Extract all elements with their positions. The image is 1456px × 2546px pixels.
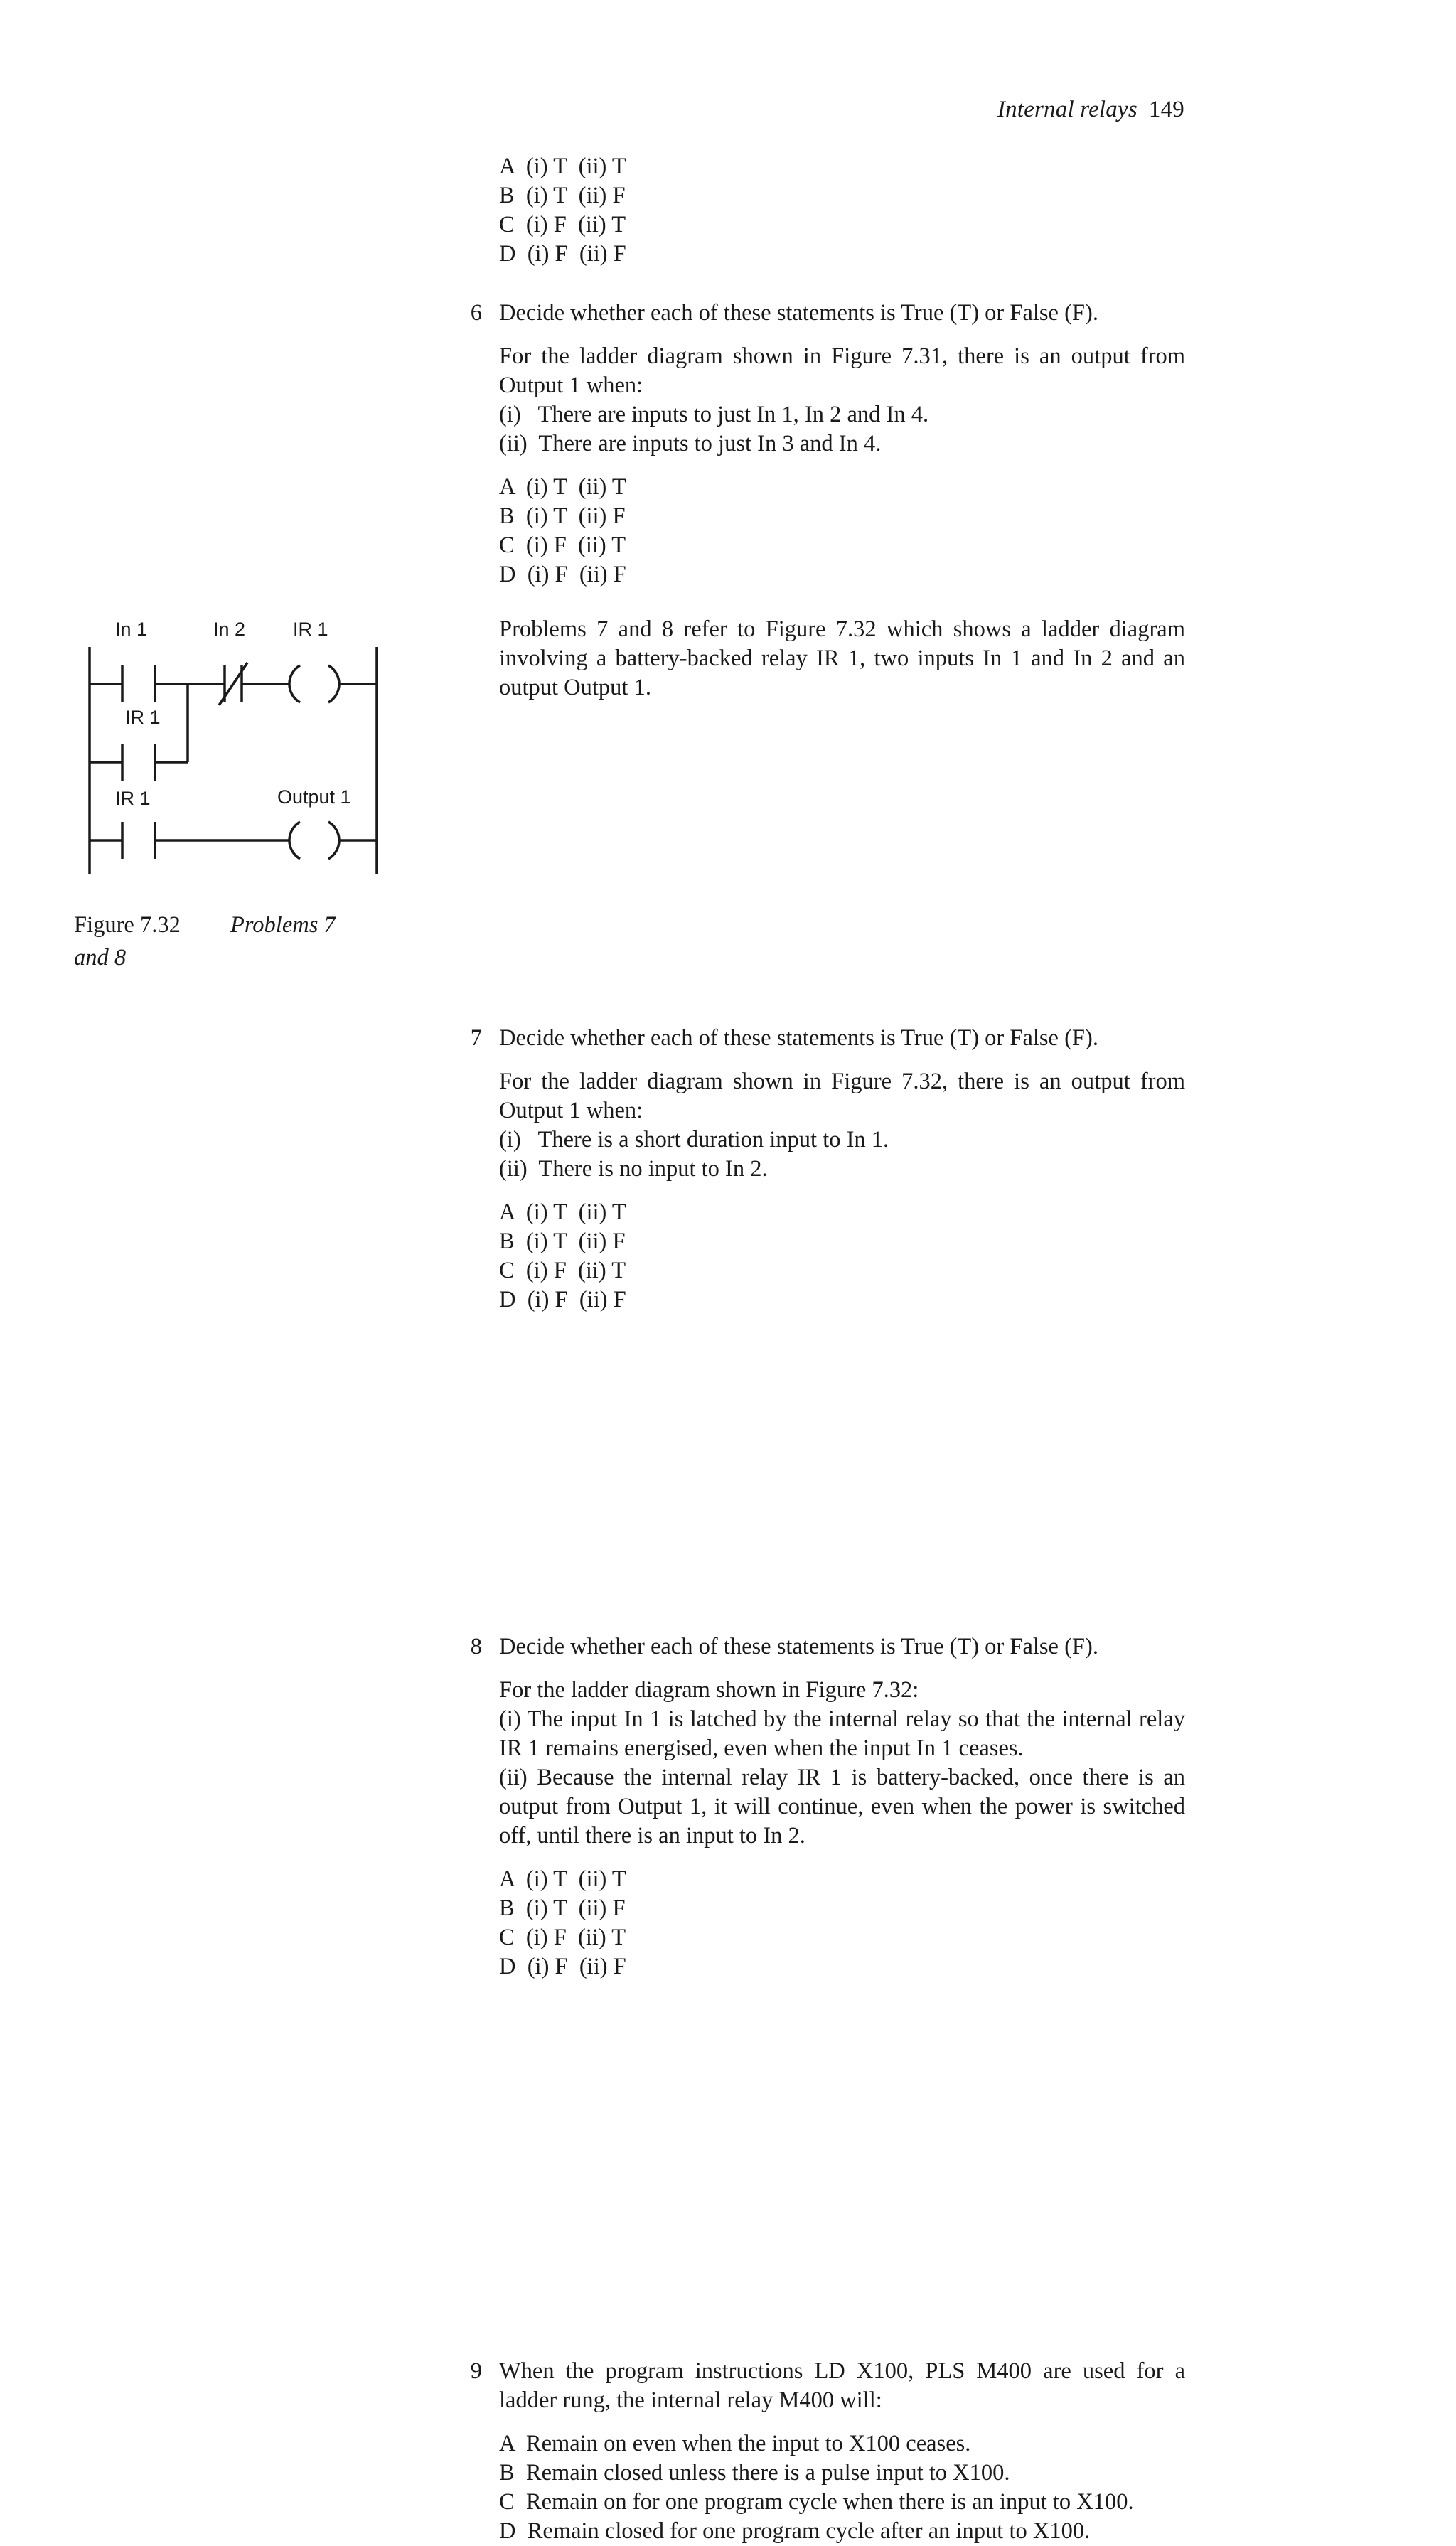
problems-intro: Problems 7 and 8 refer to Figure 7.32 which shows a ladder diagram involving a battery-backed relay IR 1, two inputs In 1 and In 2 and an output Output 1. — [499, 616, 1185, 700]
question-prompt: Decide whether each of these statements is True (T) or False (F). — [499, 1634, 1098, 1659]
question-intro: For the ladder diagram shown in Figure 7.32: — [499, 1677, 919, 1703]
option-b: B Remain closed unless there is a pulse input to X100. — [499, 2460, 1010, 2486]
q6-options — [499, 473, 1185, 589]
question-prompt: Decide whether each of these statements is True (T) or False (F). — [499, 1025, 1098, 1051]
option-a: A (i) T (ii) T — [499, 1199, 626, 1225]
statement-i: (i) There are inputs to just In 1, In 2 and In 4. — [499, 402, 929, 427]
label-ir1-contact-b: IR 1 — [115, 788, 151, 809]
statement-ii: (ii) There are inputs to just In 3 and In 4. — [499, 431, 882, 456]
option-c: C (i) F (ii) T — [499, 1258, 626, 1283]
ladder-diagram — [71, 611, 398, 896]
statement-i: (i) The input In 1 is latched by the internal relay so that the internal relay IR 1 remains energised, even when the input In 1 ceases. — [499, 1706, 1185, 1761]
option-d: D (i) F (ii) F — [499, 562, 626, 587]
q5-options — [499, 152, 1185, 269]
statement-ii: (ii) Because the internal relay IR 1 is battery-backed, once there is an output from Output 1, it will continue, even when the power is switched off, until there is an input to In 2. — [499, 1765, 1185, 1849]
option-a: A (i) T (ii) T — [499, 474, 626, 500]
option-d: D (i) F (ii) F — [499, 241, 626, 267]
option-a: A Remain on even when the input to X100 ceases. — [499, 2431, 971, 2456]
label-ir1-contact-a: IR 1 — [125, 707, 161, 728]
option-d: D Remain closed for one program cycle after an input to X100. — [499, 2518, 1091, 2544]
label-in1: In 1 — [115, 619, 148, 640]
question-9 — [470, 2357, 1185, 2546]
question-number: 6 — [470, 300, 482, 326]
chapter-title: Internal relays — [997, 97, 1138, 122]
option-b: B (i) T (ii) F — [499, 1229, 626, 1254]
option-c: C (i) F (ii) T — [499, 533, 626, 558]
figure-number: Figure 7.32 — [74, 912, 181, 938]
q7-options — [499, 1198, 1185, 1315]
option-d: D (i) F (ii) F — [499, 1954, 626, 1979]
option-b: B (i) T (ii) F — [499, 503, 626, 529]
coil-output1-left-arc — [289, 822, 300, 859]
statement-i: (i) There is a short duration input to In 1. — [499, 1127, 889, 1152]
ladder-diagram-figure — [71, 611, 398, 896]
page-number: 149 — [1148, 97, 1184, 122]
coil-ir1-right-arc — [328, 665, 339, 702]
option-b: B (i) T (ii) F — [499, 183, 626, 208]
question-7 — [470, 1024, 1185, 1315]
q9-options — [499, 2429, 1185, 2546]
label-output1: Output 1 — [277, 786, 351, 808]
coil-ir1-left-arc — [289, 665, 300, 702]
question-number: 7 — [470, 1025, 482, 1051]
option-c: C Remain on for one program cycle when there is an input to X100. — [499, 2489, 1134, 2515]
question-6 — [470, 299, 1185, 589]
q8-options — [499, 1865, 1185, 1981]
question-number: 9 — [470, 2358, 482, 2384]
option-c: C (i) F (ii) T — [499, 1925, 626, 1950]
figure-title: Problems 7 and 8 — [74, 912, 336, 970]
option-c: C (i) F (ii) T — [499, 212, 626, 237]
rung-2 — [90, 822, 377, 859]
option-d: D (i) F (ii) F — [499, 1287, 626, 1312]
question-prompt: When the program instructions LD X100, PLS M400 are used for a ladder rung, the internal relay M400 will: — [499, 2358, 1185, 2413]
option-b: B (i) T (ii) F — [499, 1895, 626, 1921]
question-prompt: Decide whether each of these statements is True (T) or False (F). — [499, 300, 1098, 326]
question-intro: For the ladder diagram shown in Figure 7.31, there is an output from Output 1 when: — [499, 343, 1185, 398]
statement-ii: (ii) There is no input to In 2. — [499, 1156, 768, 1182]
label-ir1-coil: IR 1 — [293, 619, 328, 640]
rung-1 — [90, 663, 377, 705]
option-a: A (i) T (ii) T — [499, 154, 626, 179]
option-a: A (i) T (ii) T — [499, 1866, 626, 1892]
question-8 — [470, 1632, 1185, 1981]
question-number: 8 — [470, 1634, 482, 1659]
rung-1-branch — [90, 684, 188, 781]
label-in2: In 2 — [213, 619, 246, 640]
question-intro: For the ladder diagram shown in Figure 7.32, there is an output from Output 1 when: — [499, 1069, 1185, 1123]
figure-caption — [74, 909, 373, 974]
coil-output1-right-arc — [328, 822, 339, 859]
running-header — [997, 97, 1184, 123]
